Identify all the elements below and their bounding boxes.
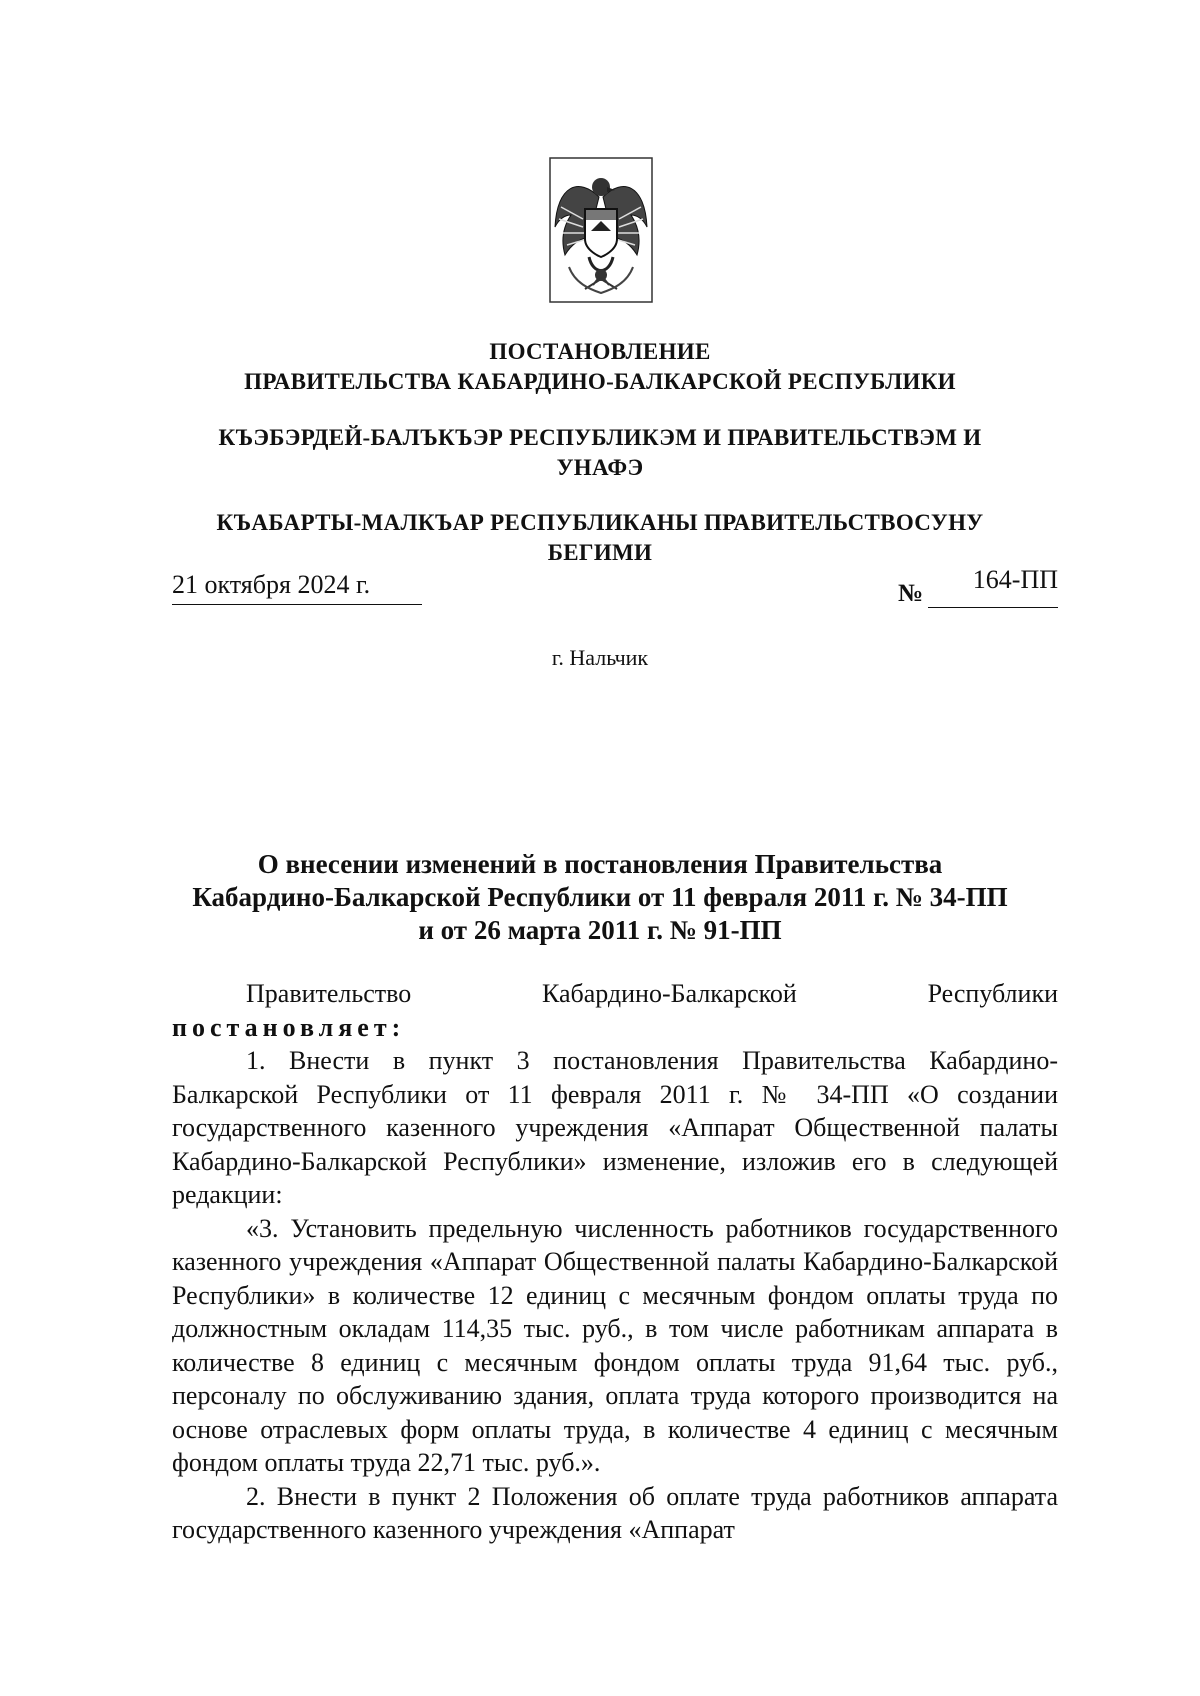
document-number: 164-ПП bbox=[928, 565, 1058, 608]
kbr-coat-of-arms-icon bbox=[549, 157, 653, 303]
decrees-word: постановляет: bbox=[172, 1012, 406, 1042]
coat-of-arms-emblem bbox=[549, 157, 653, 303]
preamble bbox=[172, 977, 1058, 1011]
document-type-header bbox=[160, 337, 1040, 397]
kabardian-header bbox=[160, 423, 1040, 483]
balkar-line-1: КЪАБАРТЫ-МАЛКЪАР РЕСПУБЛИКАНЫ ПРАВИТЕЛЬСТВОСУНУ bbox=[216, 510, 984, 535]
header-line-2: ПРАВИТЕЛЬСТВА КАБАРДИНО-БАЛКАРСКОЙ РЕСПУБЛИКИ bbox=[244, 369, 956, 394]
title-line-2: Кабардино-Балкарской Республики от 11 февраля 2011 г. № 34-ПП bbox=[192, 882, 1008, 912]
kabardian-line-2: УНАФЭ bbox=[556, 455, 644, 480]
preamble-word-1: Правительство bbox=[246, 979, 412, 1008]
title-line-3: и от 26 марта 2011 г. № 91-ПП bbox=[418, 915, 782, 945]
paragraph-1: 1. Внести в пункт 3 постановления Правительства Кабардино-Балкарской Республики от 11 февраля 2011 г. № 34-ПП «О создании государственного казенного учреждения «Аппарат Общественной палаты Кабардино-Балкарской Республики» изменение, изложив его в следующей редакции: bbox=[172, 1046, 1058, 1209]
document-title bbox=[150, 848, 1050, 947]
balkar-header bbox=[160, 508, 1040, 568]
document-body bbox=[172, 977, 1058, 1547]
city-name: г. Нальчик bbox=[551, 645, 649, 670]
preamble-word-3: Республики bbox=[927, 979, 1058, 1008]
title-line-1: О внесении изменений в постановления Правительства bbox=[257, 849, 943, 879]
document-date: 21 октября 2024 г. bbox=[172, 570, 422, 605]
header-line-1: ПОСТАНОВЛЕНИЕ bbox=[489, 339, 711, 364]
paragraph-2: «3. Установить предельную численность работников государственного казенного учреждения «Аппарат Общественной палаты Кабардино-Балкарской Республики» в количестве 12 единиц с месячным фондом оплаты труда по должностным окладам 114,35 тыс. руб., в том числе работникам аппарата в количестве 8 единиц с месячным фондом оплаты труда 91,64 тыс. руб., персоналу по обслуживанию здания, оплата труда которого производится на основе отраслевых форм оплаты труда, в количестве 4 единиц с месячным фондом оплаты труда 22,71 тыс. руб.». bbox=[172, 1213, 1058, 1477]
number-sign: № bbox=[898, 580, 924, 607]
preamble-word-2: Кабардино-Балкарской bbox=[541, 979, 797, 1008]
kabardian-line-1: КЪЭБЭРДЕЙ-БАЛЪКЪЭР РЕСПУБЛИКЭМ И ПРАВИТЕЛЬСТВЭМ И bbox=[218, 425, 982, 450]
balkar-line-2: БЕГИМИ bbox=[547, 540, 653, 565]
paragraph-3: 2. Внести в пункт 2 Положения об оплате труда работников аппарата государственного казенного учреждения «Аппарат bbox=[172, 1481, 1058, 1544]
